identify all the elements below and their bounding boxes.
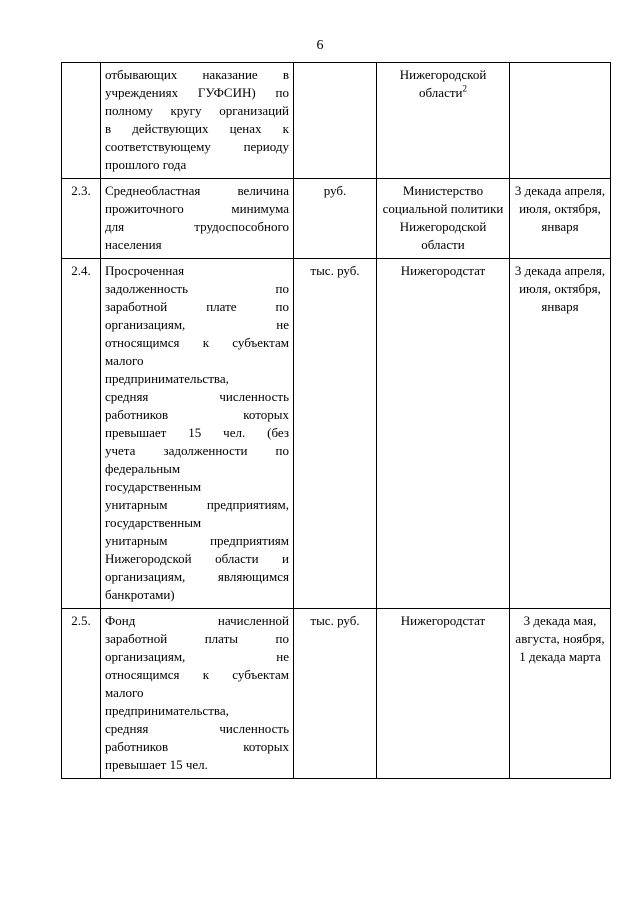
source-text: Нижегородстат [400,263,486,278]
indicator-name-line: Просроченная [105,263,185,278]
indicator-name-cell [101,259,294,609]
indicator-name-line: предпринимательства, [105,371,229,386]
indicator-name-line: унитарным предприятиям [105,533,289,548]
indicator-name-line: относящимся к субъектам [105,335,289,350]
indicator-name-line: относящимся к субъектам [105,667,289,682]
indicator-name-cell [101,609,294,779]
row-number-cell [62,63,101,179]
indicator-name-line: унитарным предприятиям, [105,497,289,512]
indicator-name-line: заработной платы по [105,631,289,646]
table-row [62,609,611,779]
deadline-cell [510,63,611,179]
indicator-name-line: организациям, являющимся [105,569,289,584]
source-cell [377,63,510,179]
indicator-name-line: полному кругу организаций [105,103,289,118]
indicator-name-line: работников которых [105,739,289,754]
page-number: 6 [316,38,324,53]
indicator-name-line: заработной плате по [105,299,289,314]
unit-cell: тыс. руб. [294,259,377,609]
source-cell [377,179,510,259]
indicator-name-line: учета задолженности по [105,443,289,458]
source-text: Нижегородской области [399,67,487,100]
indicator-name-cell [101,179,294,259]
deadline-cell: 3 декада мая, августа, ноября, 1 декада марта [510,609,611,779]
indicator-name-line: населения [105,237,162,252]
table-row [62,179,611,259]
indicator-name-line: предпринимательства, [105,703,229,718]
indicator-name-line: соответствующему периоду [105,139,289,154]
unit-cell: руб. [294,179,377,259]
indicator-name-line: государственным [105,515,202,530]
indicator-name-line: малого [105,685,144,700]
deadline-cell: 3 декада апреля, июля, октября, января [510,179,611,259]
indicator-name-line: банкротами) [105,587,175,602]
indicator-name-line: отбывающих наказание в [105,67,289,82]
indicator-name-line: средняя численность [105,721,289,736]
indicator-name-line: прошлого года [105,157,187,172]
row-number-cell: 2.3. [62,179,101,259]
indicator-name-line: учреждениях ГУФСИН) по [105,85,289,100]
indicator-name-line: превышает 15 чел. [105,757,208,772]
source-cell [377,259,510,609]
unit-cell [294,63,377,179]
indicator-name-line: задолженность по [105,281,289,296]
indicator-name-line: превышает 15 чел. (без [105,425,289,440]
indicators-table [61,62,611,779]
source-text: Нижегородстат [400,613,486,628]
source-cell [377,609,510,779]
indicator-name-line: Среднеобластная величина [105,183,289,198]
indicator-name-cell [101,63,294,179]
row-number-cell: 2.5. [62,609,101,779]
row-number-cell: 2.4. [62,259,101,609]
footnote-marker: 2 [462,83,467,94]
unit-cell: тыс. руб. [294,609,377,779]
table-body [62,63,611,779]
indicator-name-line: организациям, не [105,649,289,664]
indicator-name-line: государственным [105,479,202,494]
source-text: Министерство социальной политики Нижегородской области [382,183,504,252]
indicator-name-line: для трудоспособного [105,219,289,234]
indicator-name-line: малого [105,353,144,368]
indicator-name-line: Нижегородской области и [105,551,289,566]
indicator-name-line: прожиточного минимума [105,201,289,216]
table-row [62,63,611,179]
indicator-name-line: федеральным [105,461,181,476]
deadline-cell: 3 декада апреля, июля, октября, января [510,259,611,609]
indicator-name-line: работников которых [105,407,289,422]
table-row [62,259,611,609]
indicator-name-line: Фонд начисленной [105,613,289,628]
indicator-name-line: средняя численность [105,389,289,404]
indicator-name-line: в действующих ценах к [105,121,289,136]
indicator-name-line: организациям, не [105,317,289,332]
